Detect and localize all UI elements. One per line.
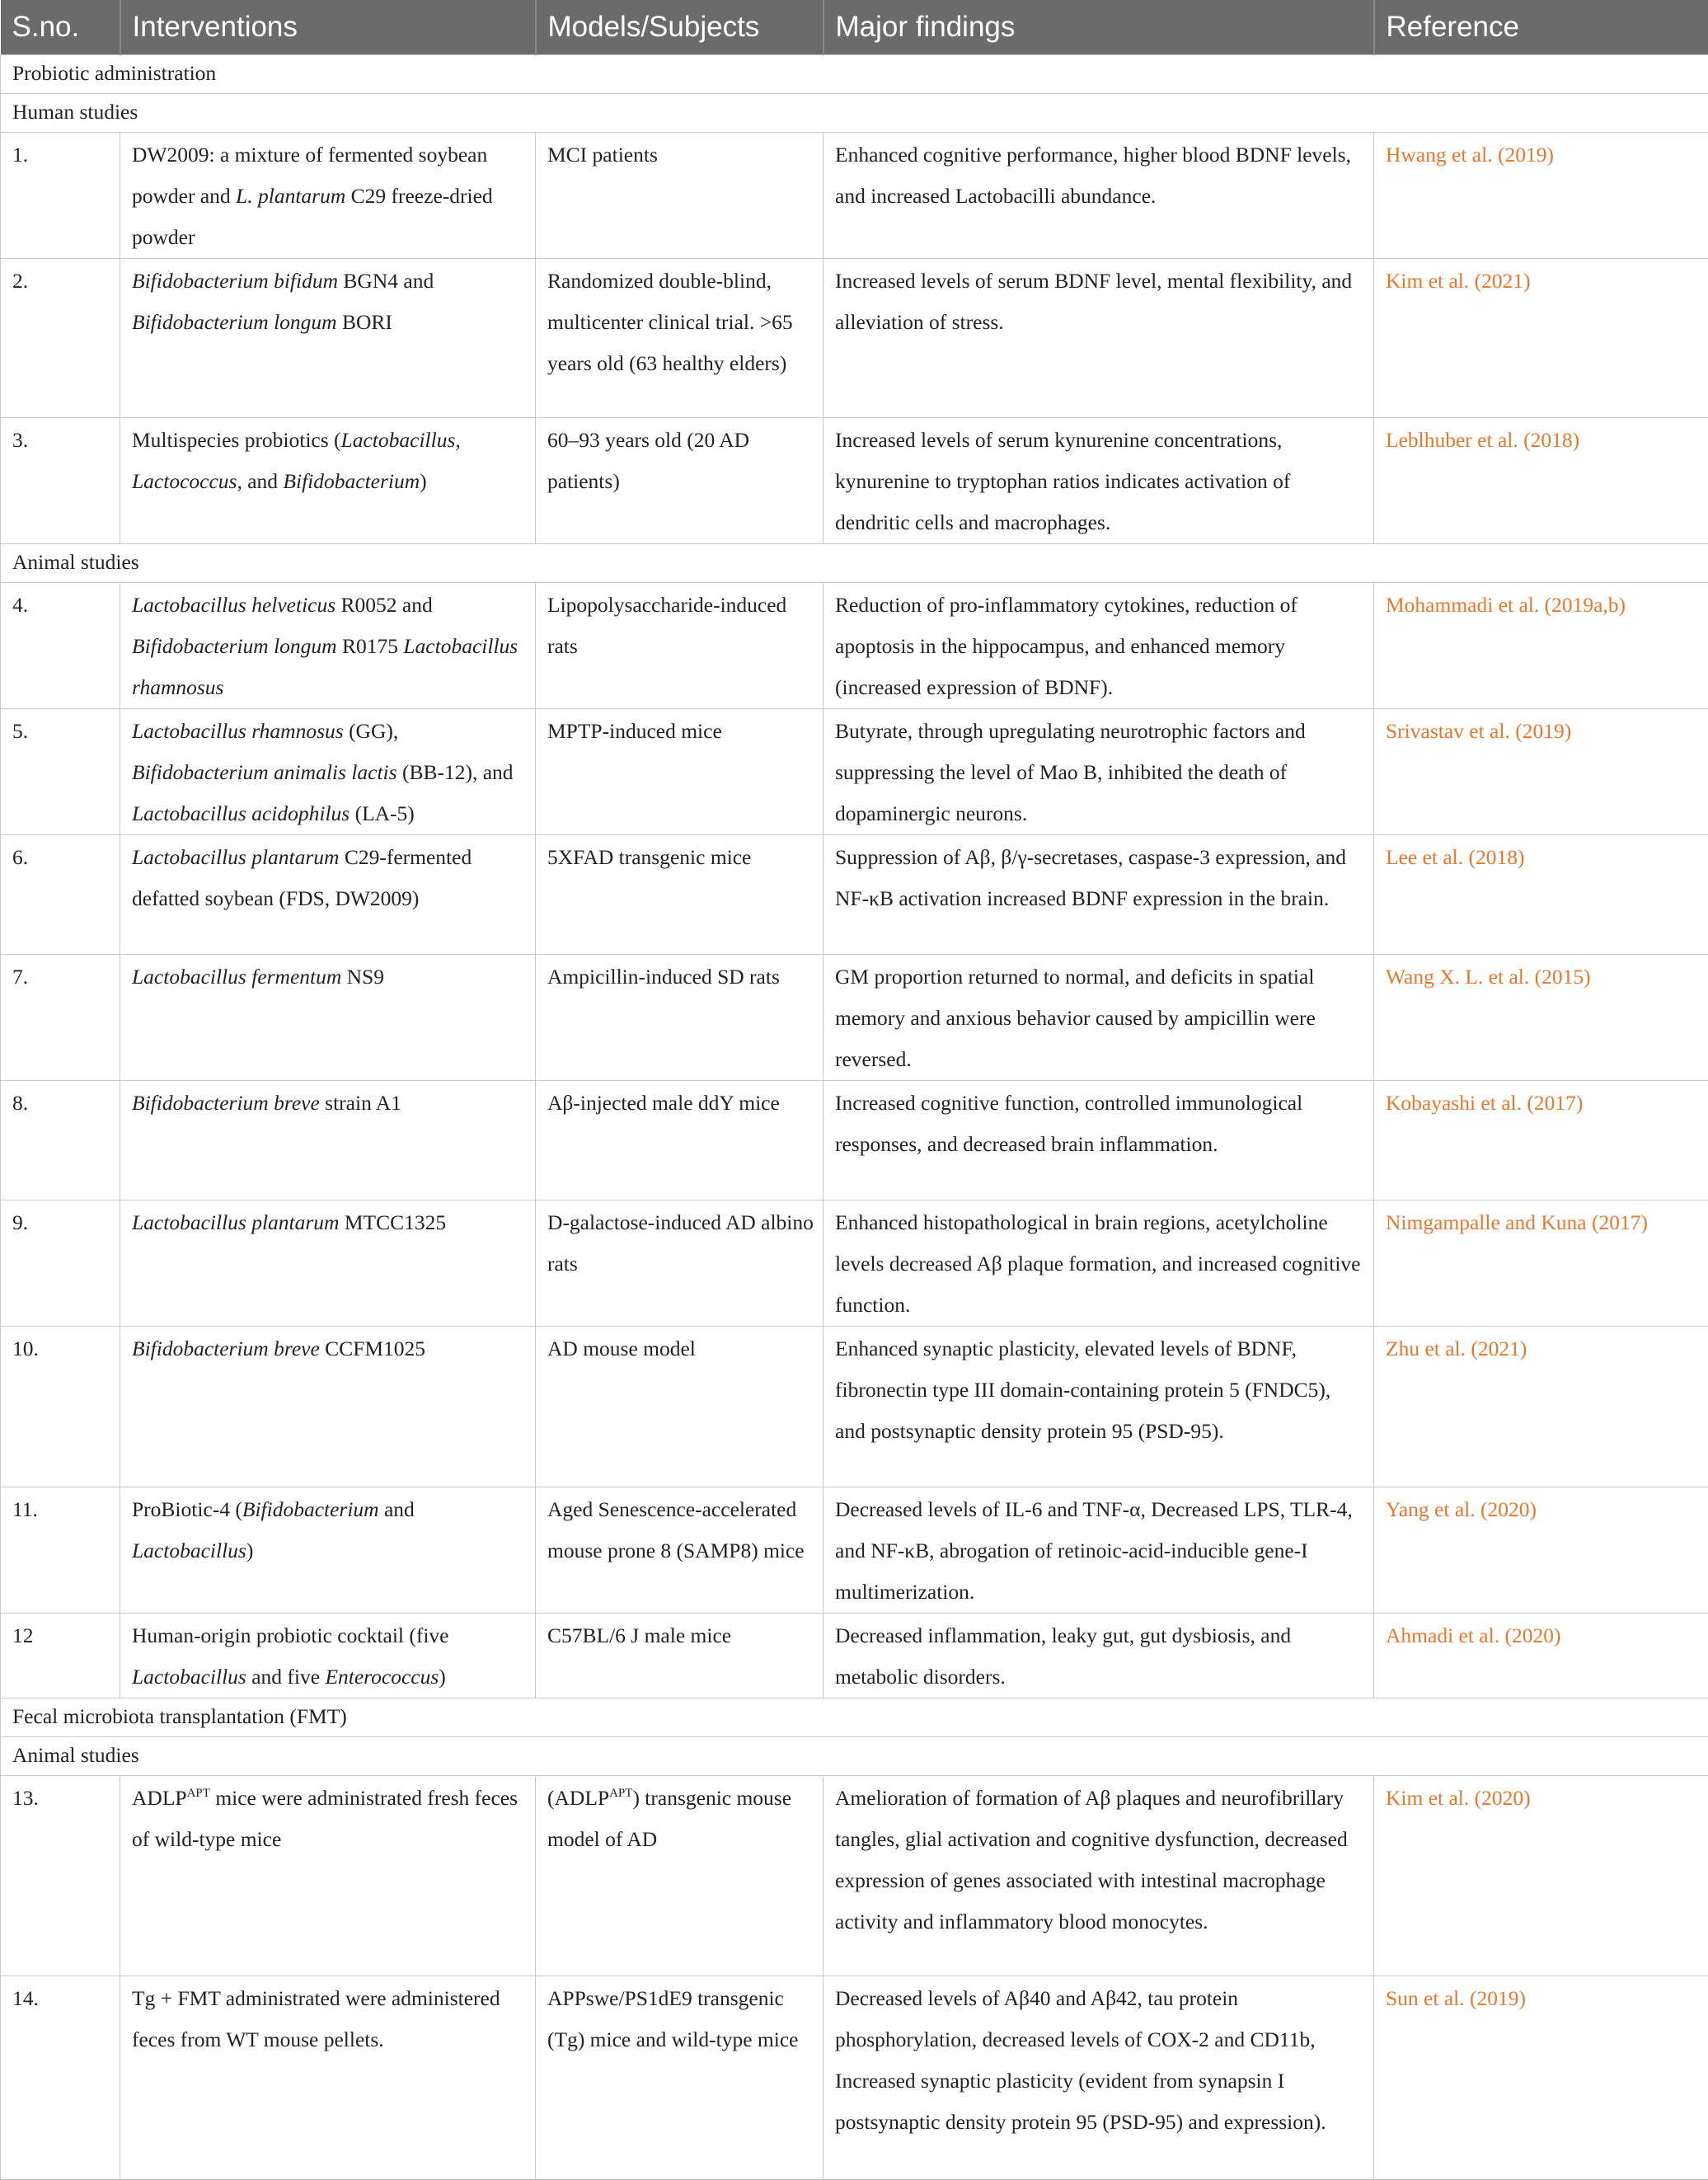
cell-intervention: Human-origin probiotic cocktail (five Lactobacillus and five Enterococcus): [120, 1613, 536, 1698]
cell-model: 60–93 years old (20 AD patients): [536, 417, 824, 543]
cell-findings: Enhanced histopathological in brain regions, acetylcholine levels decreased Aβ plaque formation, and increased cognitive function.: [824, 1200, 1374, 1326]
cell-model: Randomized double-blind, multicenter clinical trial. >65 years old (63 healthy elders): [536, 258, 824, 417]
section-row: [1, 1736, 1708, 1775]
cell-sno: 6.: [1, 834, 120, 954]
cell-model: Lipopolysaccharide-induced rats: [536, 582, 824, 708]
table-row: [1, 1487, 1708, 1613]
cell-model: APPswe/PS1dE9 transgenic (Tg) mice and wild-type mice: [536, 1976, 824, 2179]
cell-sno: 4.: [1, 582, 120, 708]
reference-link[interactable]: Sun et al. (2019): [1374, 1976, 1708, 2179]
section-row: [1, 1698, 1708, 1736]
table-row: [1, 708, 1708, 834]
cell-intervention: ProBiotic-4 (Bifidobacterium and Lactobacillus): [120, 1487, 536, 1613]
cell-model: Aged Senescence-accelerated mouse prone 8 (SAMP8) mice: [536, 1487, 824, 1613]
reference-link[interactable]: Kim et al. (2021): [1374, 258, 1708, 417]
reference-link[interactable]: Srivastav et al. (2019): [1374, 708, 1708, 834]
cell-findings: Increased cognitive function, controlled immunological responses, and decreased brain inflammation.: [824, 1080, 1374, 1200]
reference-link[interactable]: Mohammadi et al. (2019a,b): [1374, 582, 1708, 708]
cell-intervention: Lactobacillus helveticus R0052 and Bifidobacterium longum R0175 Lactobacillus rhamnosus: [120, 582, 536, 708]
cell-findings: GM proportion returned to normal, and deficits in spatial memory and anxious behavior caused by ampicillin were reversed.: [824, 954, 1374, 1080]
cell-intervention: Lactobacillus fermentum NS9: [120, 954, 536, 1080]
section-label-fmt: Fecal microbiota transplantation (FMT): [1, 1698, 1708, 1736]
superscript-apt: APT: [609, 1787, 632, 1800]
section-row: [1, 93, 1708, 132]
cell-intervention: Multispecies probiotics (Lactobacillus, Lactococcus, and Bifidobacterium): [120, 417, 536, 543]
cell-findings: Decreased levels of IL-6 and TNF-α, Decreased LPS, TLR-4, and NF-κB, abrogation of retinoic-acid-inducible gene-I multimerization.: [824, 1487, 1374, 1613]
cell-findings: Reduction of pro-inflammatory cytokines, reduction of apoptosis in the hippocampus, and enhanced memory (increased expression of BDNF).: [824, 582, 1374, 708]
table-row: [1, 1326, 1708, 1487]
cell-intervention: Bifidobacterium breve strain A1: [120, 1080, 536, 1200]
cell-intervention: $ADLP^{APT}$ mice were administrated fresh feces of wild-type mice: [120, 1775, 536, 1976]
cell-sno: 8.: [1, 1080, 120, 1200]
cell-model: 5XFAD transgenic mice: [536, 834, 824, 954]
table-row: [1, 1976, 1708, 2179]
cell-sno: 9.: [1, 1200, 120, 1326]
cell-sno: 11.: [1, 1487, 120, 1613]
section-label-animal: Animal studies: [1, 543, 1708, 582]
cell-findings: Increased levels of serum kynurenine concentrations, kynurenine to tryptophan ratios indicates activation of dendritic cells and macrophages.: [824, 417, 1374, 543]
section-label-fmt-animal: Animal studies: [1, 1736, 1708, 1775]
reference-link[interactable]: Yang et al. (2020): [1374, 1487, 1708, 1613]
table-header-row: [1, 0, 1708, 54]
table-row: [1, 1775, 1708, 1976]
cell-model: C57BL/6 J male mice: [536, 1613, 824, 1698]
cell-sno: 12: [1, 1613, 120, 1698]
table-row: [1, 258, 1708, 417]
cell-findings: Decreased inflammation, leaky gut, gut dysbiosis, and metabolic disorders.: [824, 1613, 1374, 1698]
reference-link[interactable]: Nimgampalle and Kuna (2017): [1374, 1200, 1708, 1326]
table-row: [1, 1080, 1708, 1200]
cell-intervention: Lactobacillus plantarum MTCC1325: [120, 1200, 536, 1326]
header-findings: Major findings: [824, 0, 1374, 54]
cell-sno: 1.: [1, 132, 120, 258]
cell-sno: 7.: [1, 954, 120, 1080]
cell-intervention: DW2009: a mixture of fermented soybean powder and L. plantarum C29 freeze-dried powder: [120, 132, 536, 258]
header-models: Models/Subjects: [536, 0, 824, 54]
cell-intervention: Bifidobacterium breve CCFM1025: [120, 1326, 536, 1487]
cell-findings: Suppression of Aβ, β/γ-secretases, caspase-3 expression, and NF-κB activation increased BDNF expression in the brain.: [824, 834, 1374, 954]
cell-intervention: Lactobacillus plantarum C29-fermented defatted soybean (FDS, DW2009): [120, 834, 536, 954]
cell-sno: 2.: [1, 258, 120, 417]
cell-findings: Enhanced synaptic plasticity, elevated levels of BDNF, fibronectin type III domain-containing protein 5 (FNDC5), and postsynaptic density protein 95 (PSD-95).: [824, 1326, 1374, 1487]
cell-sno: 5.: [1, 708, 120, 834]
cell-intervention: Lactobacillus rhamnosus (GG), Bifidobacterium animalis lactis (BB-12), and Lactobacillus acidophilus (LA-5): [120, 708, 536, 834]
cell-model: Aβ-injected male ddY mice: [536, 1080, 824, 1200]
header-interventions: Interventions: [120, 0, 536, 54]
reference-link[interactable]: Lee et al. (2018): [1374, 834, 1708, 954]
section-row: [1, 54, 1708, 93]
table-row: [1, 1613, 1708, 1698]
cell-model: Ampicillin-induced SD rats: [536, 954, 824, 1080]
section-label-probiotic: Probiotic administration: [1, 54, 1708, 93]
cell-model: $(ADLP^{APT})$ transgenic mouse model of AD: [536, 1775, 824, 1976]
reference-link[interactable]: Kim et al. (2020): [1374, 1775, 1708, 1976]
reference-link[interactable]: Leblhuber et al. (2018): [1374, 417, 1708, 543]
reference-link[interactable]: Wang X. L. et al. (2015): [1374, 954, 1708, 1080]
cell-model: MCI patients: [536, 132, 824, 258]
superscript-apt: APT: [187, 1787, 210, 1800]
table-row: [1, 834, 1708, 954]
cell-model: AD mouse model: [536, 1326, 824, 1487]
reference-link[interactable]: Ahmadi et al. (2020): [1374, 1613, 1708, 1698]
cell-sno: 10.: [1, 1326, 120, 1487]
cell-findings: Amelioration of formation of Aβ plaques and neurofibrillary tangles, glial activation and cognitive dysfunction, decreased expression of genes associated with intestinal macrophage activity and inflammatory blood monocytes.: [824, 1775, 1374, 1976]
section-label-human: Human studies: [1, 93, 1708, 132]
cell-model: D-galactose-induced AD albino rats: [536, 1200, 824, 1326]
cell-intervention: Bifidobacterium bifidum BGN4 and Bifidobacterium longum BORI: [120, 258, 536, 417]
cell-sno: 13.: [1, 1775, 120, 1976]
section-row: [1, 543, 1708, 582]
cell-findings: Enhanced cognitive performance, higher blood BDNF levels, and increased Lactobacilli abundance.: [824, 132, 1374, 258]
cell-model: MPTP-induced mice: [536, 708, 824, 834]
table-row: [1, 132, 1708, 258]
table-row: [1, 1200, 1708, 1326]
cell-intervention: Tg + FMT administrated were administered feces from WT mouse pellets.: [120, 1976, 536, 2179]
reference-link[interactable]: Hwang et al. (2019): [1374, 132, 1708, 258]
cell-findings: Increased levels of serum BDNF level, mental flexibility, and alleviation of stress.: [824, 258, 1374, 417]
header-reference: Reference: [1374, 0, 1708, 54]
header-sno: S.no.: [1, 0, 120, 54]
reference-link[interactable]: Zhu et al. (2021): [1374, 1326, 1708, 1487]
cell-findings: Decreased levels of Aβ40 and Aβ42, tau protein phosphorylation, decreased levels of COX-2 and CD11b, Increased synaptic plasticity (evident from synapsin I postsynaptic density protein 95 (PSD-95) and expression).: [824, 1976, 1374, 2179]
table-row: [1, 954, 1708, 1080]
table-row: [1, 417, 1708, 543]
cell-sno: 14.: [1, 1976, 120, 2179]
table-row: [1, 582, 1708, 708]
cell-findings: Butyrate, through upregulating neurotrophic factors and suppressing the level of Mao B, inhibited the death of dopaminergic neurons.: [824, 708, 1374, 834]
reference-link[interactable]: Kobayashi et al. (2017): [1374, 1080, 1708, 1200]
cell-sno: 3.: [1, 417, 120, 543]
